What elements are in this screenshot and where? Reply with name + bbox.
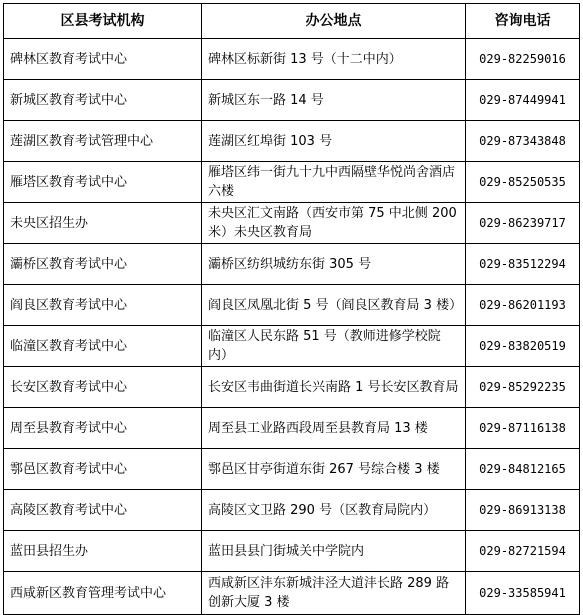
table-row xyxy=(4,244,580,285)
office-name: 长安区教育考试中心 xyxy=(4,367,202,408)
exam-offices-table xyxy=(3,3,580,615)
office-phone: 029-86201193 xyxy=(466,285,580,326)
table-row xyxy=(4,367,580,408)
table-row xyxy=(4,39,580,80)
office-phone: 029-84812165 xyxy=(466,449,580,490)
office-address: 高陵区文卫路 290 号（区教育局院内） xyxy=(202,490,466,531)
office-phone: 029-83820519 xyxy=(466,326,580,367)
header-name: 区县考试机构 xyxy=(4,4,202,39)
office-phone: 029-82721594 xyxy=(466,531,580,572)
office-name: 高陵区教育考试中心 xyxy=(4,490,202,531)
office-phone: 029-85292235 xyxy=(466,367,580,408)
office-phone: 029-87343848 xyxy=(466,121,580,162)
office-address: 临潼区人民东路 51 号（教师进修学校院内） xyxy=(202,326,466,367)
office-address: 蓝田县县门街城关中学院内 xyxy=(202,531,466,572)
office-name: 碑林区教育考试中心 xyxy=(4,39,202,80)
office-address: 周至县工业路西段周至县教育局 13 楼 xyxy=(202,408,466,449)
office-phone: 029-83512294 xyxy=(466,244,580,285)
office-address: 雁塔区纬一街九十九中西隔壁华悦尚舍酒店六楼 xyxy=(202,162,466,203)
table-row xyxy=(4,121,580,162)
office-name: 灞桥区教育考试中心 xyxy=(4,244,202,285)
office-name: 临潼区教育考试中心 xyxy=(4,326,202,367)
office-name: 新城区教育考试中心 xyxy=(4,80,202,121)
table-row xyxy=(4,285,580,326)
office-name: 雁塔区教育考试中心 xyxy=(4,162,202,203)
office-name: 莲湖区教育考试管理中心 xyxy=(4,121,202,162)
office-address: 未央区汇文南路（西安市第 75 中北侧 200 米）未央区教育局 xyxy=(202,203,466,244)
office-phone: 029-87449941 xyxy=(466,80,580,121)
table-row xyxy=(4,490,580,531)
office-address: 新城区东一路 14 号 xyxy=(202,80,466,121)
office-phone: 029-87116138 xyxy=(466,408,580,449)
office-phone: 029-85250535 xyxy=(466,162,580,203)
office-phone: 029-33585941 xyxy=(466,572,580,615)
office-address: 阎良区凤凰北街 5 号（阎良区教育局 3 楼） xyxy=(202,285,466,326)
office-name: 周至县教育考试中心 xyxy=(4,408,202,449)
office-address: 鄠邑区甘亭街道东街 267 号综合楼 3 楼 xyxy=(202,449,466,490)
office-address: 灞桥区纺织城纺东街 305 号 xyxy=(202,244,466,285)
office-name: 鄠邑区教育考试中心 xyxy=(4,449,202,490)
office-phone: 029-86913138 xyxy=(466,490,580,531)
office-name: 阎良区教育考试中心 xyxy=(4,285,202,326)
table-row xyxy=(4,449,580,490)
office-phone: 029-86239717 xyxy=(466,203,580,244)
header-address: 办公地点 xyxy=(202,4,466,39)
office-address: 碑林区标新街 13 号（十二中内） xyxy=(202,39,466,80)
office-address: 西咸新区沣东新城沣泾大道沣长路 289 路创新大厦 3 楼 xyxy=(202,572,466,615)
office-address: 莲湖区红埠街 103 号 xyxy=(202,121,466,162)
table-row xyxy=(4,203,580,244)
office-address: 长安区韦曲街道长兴南路 1 号长安区教育局 xyxy=(202,367,466,408)
table-row xyxy=(4,531,580,572)
table-row xyxy=(4,408,580,449)
table-row xyxy=(4,326,580,367)
table-header-row xyxy=(4,4,580,39)
table-row xyxy=(4,162,580,203)
office-name: 未央区招生办 xyxy=(4,203,202,244)
office-name: 西咸新区教育管理考试中心 xyxy=(4,572,202,615)
table-row xyxy=(4,572,580,615)
office-phone: 029-82259016 xyxy=(466,39,580,80)
office-name: 蓝田县招生办 xyxy=(4,531,202,572)
header-phone: 咨询电话 xyxy=(466,4,580,39)
table-row xyxy=(4,80,580,121)
